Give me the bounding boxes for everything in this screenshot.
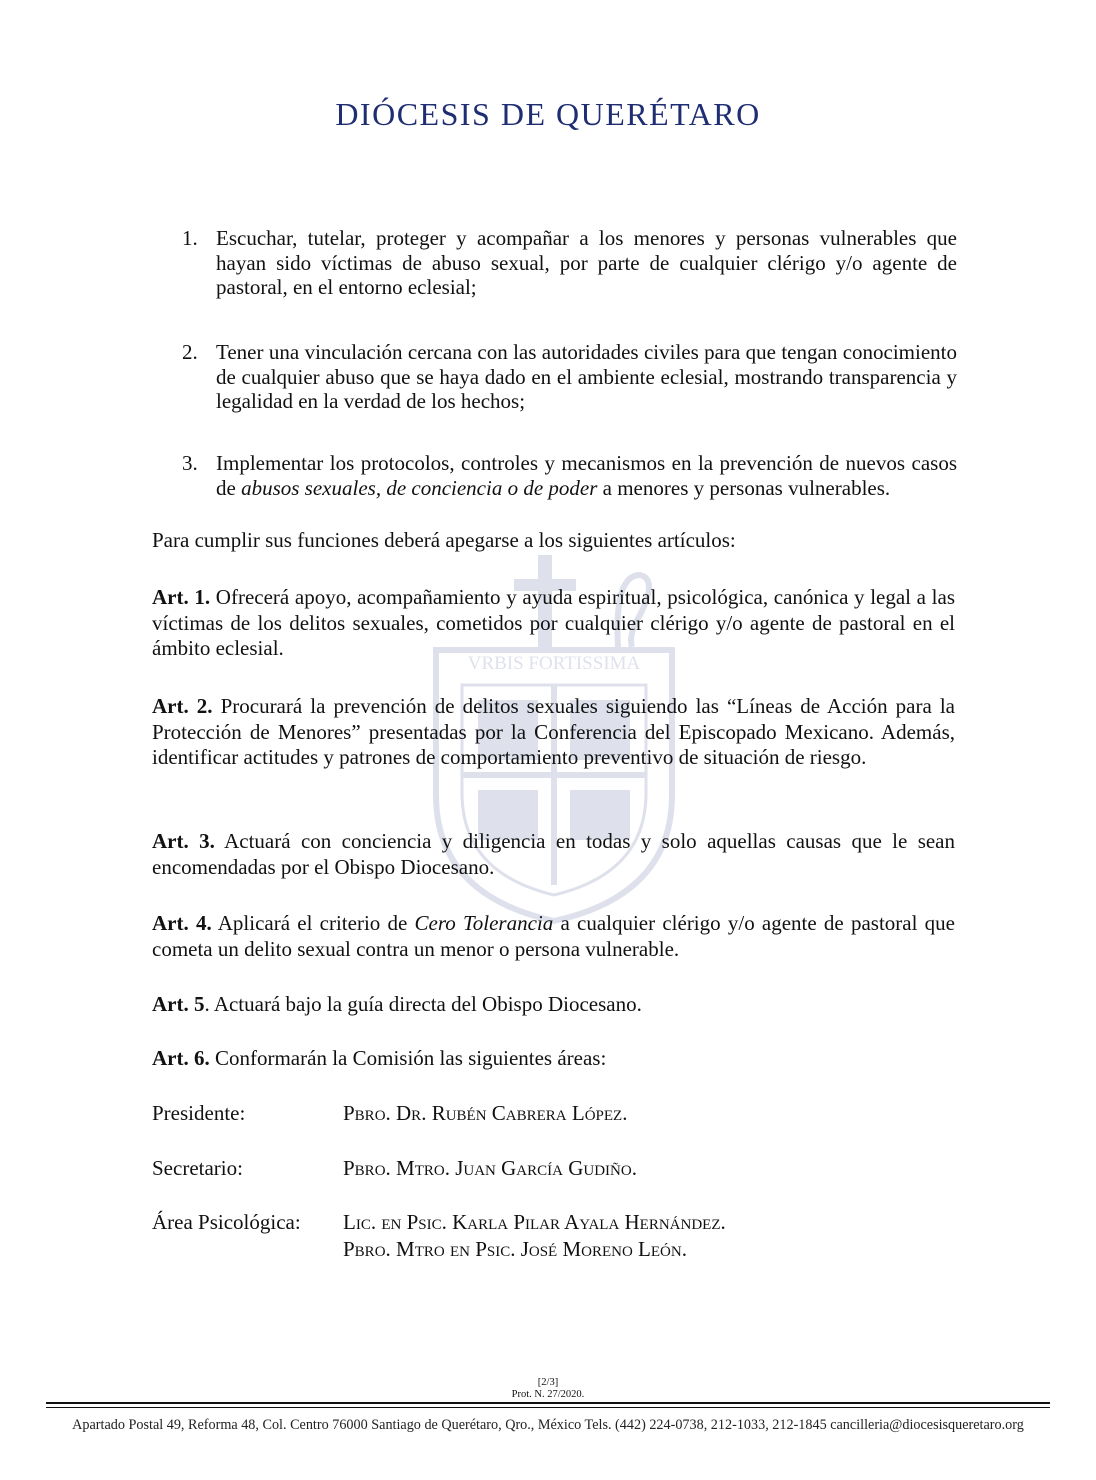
footer-divider — [46, 1402, 1050, 1404]
list-text — [216, 451, 957, 500]
article-label: Art. 4. — [152, 911, 212, 935]
article-label: Art. 5 — [152, 992, 205, 1016]
member-role: Secretario: — [152, 1156, 243, 1180]
footer-divider-thin — [46, 1407, 1050, 1408]
list-text-part: a menores y personas vulnerables. — [597, 475, 891, 500]
article-label: Art. 1. — [152, 585, 211, 609]
list-text: Escuchar, tutelar, proteger y acompañar a los menores y personas vulnerables que hayan sido víctimas de abuso sexual, por parte de cualquier clérigo y/o agente de pastoral, en el entorno eclesial; — [216, 226, 957, 299]
article-text: a cualquier clérigo y/o agente de pastoral que cometa un delito sexual contra un menor o persona vulnerable. — [152, 911, 955, 961]
article-1 — [152, 585, 955, 662]
intro-paragraph: Para cumplir sus funciones deberá apegarse a los siguientes artículos: — [152, 528, 736, 552]
article-text: Procurará la prevención de delitos sexuales siguiendo las “Líneas de Acción para la Protección de Menores” presentadas por la Conferencia del Episcopado Mexicano. Además, identificar actitudes y patrones de comportamiento preventivo de situación de riesgo. — [152, 694, 956, 769]
watermark-motto: VRBIS FORTISSIMA — [467, 653, 641, 674]
list-number: 2. — [182, 340, 198, 364]
article-label: Art. 3. — [152, 829, 215, 853]
page-title: DIÓCESIS DE QUERÉTARO — [335, 96, 761, 132]
list-text-italic: abusos sexuales, de conciencia o de poder — [241, 475, 598, 500]
protocol-number: Prot. N. 27/2020. — [511, 1389, 585, 1400]
article-3 — [152, 829, 955, 880]
member-role: Presidente: — [152, 1101, 246, 1125]
list-number: 1. — [182, 226, 198, 250]
member-name: Pbro. Mtro. Juan García Gudiño. — [343, 1156, 637, 1180]
list-text-part: Implementar los protocolos, controles y mecanismos en la prevención de nuevos casos de — [216, 451, 957, 500]
footer-address: Apartado Postal 49, Reforma 48, Col. Centro 76000 Santiago de Querétaro, Qro., México Tels. (442) 224-0738, 212-1033, 212-1845 cancilleria@diocesisqueretaro.org — [72, 1417, 1024, 1433]
article-5 — [152, 992, 955, 1018]
page-footer-meta — [0, 1377, 1096, 1401]
article-label: Art. 2. — [152, 694, 213, 718]
list-item — [182, 451, 957, 500]
list-text: Tener una vinculación cercana con las autoridades civiles para que tengan conocimiento de cualquier abuso que se haya dado en el ambiente eclesial, mostrando transparencia y legalidad en la verdad de los hechos; — [216, 340, 957, 413]
list-number: 3. — [182, 451, 198, 475]
article-4 — [152, 911, 955, 962]
article-text: Ofrecerá apoyo, acompañamiento y ayuda espiritual, psicológica, canónica y legal a las víctimas de los delitos sexuales, cometidos por cualquier clérigo y/o agente de pastoral en el ámbito eclesial. — [152, 585, 955, 660]
article-text: Actuará con conciencia y diligencia en todas y solo aquellas causas que le sean encomendadas por el Obispo Diocesano. — [152, 829, 956, 879]
member-role: Área Psicológica: — [152, 1210, 301, 1234]
page-number: [2/3] — [537, 1377, 559, 1388]
article-6 — [152, 1046, 955, 1072]
member-name: Pbro. Mtro en Psic. José Moreno León. — [343, 1237, 687, 1261]
article-2 — [152, 694, 955, 771]
member-name: Pbro. Dr. Rubén Cabrera López. — [343, 1101, 628, 1125]
member-name: Lic. en Psic. Karla Pilar Ayala Hernández. — [343, 1210, 726, 1234]
article-text: Aplicará el criterio de — [211, 911, 415, 935]
article-text: Conformarán la Comisión las siguientes áreas: — [209, 1046, 607, 1070]
article-text: . Actuará bajo la guía directa del Obispo Diocesano. — [204, 992, 642, 1016]
article-label: Art. 6. — [152, 1046, 210, 1070]
list-item — [182, 340, 957, 414]
list-item — [182, 226, 957, 300]
article-text-italic: Cero Tolerancia — [414, 911, 554, 935]
